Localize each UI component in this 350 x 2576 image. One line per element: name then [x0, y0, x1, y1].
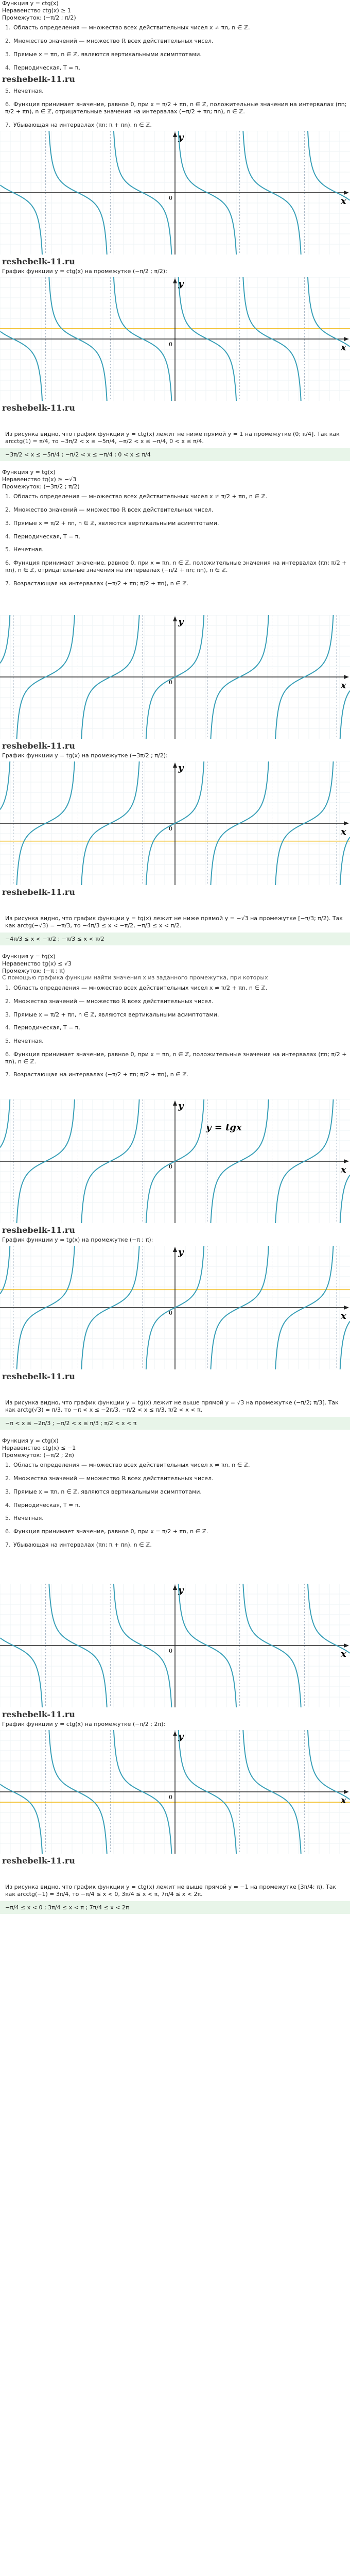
interval: Промежуток: (−3π/2 ; π/2) [2, 483, 80, 490]
step-text: Возрастающая на интервалах (−π/2 + πn; π/2 + πn), n ∈ ℤ. [13, 1071, 188, 1078]
step-text: Прямые x = π/2 + πn, n ∈ ℤ, являются вертикальными асимптотами. [13, 519, 219, 527]
y-axis-arrow [173, 1100, 177, 1106]
x-axis-arrow [344, 1643, 349, 1648]
step-text: Функция принимает значение, равное 0, при x = πn, n ∈ ℤ, положительные значения на интервалах (πn; π/2 + πn), n ∈ ℤ, отрицательные значения на интервалах (−π/2 + πn; πn), n ∈ ℤ. [5, 560, 347, 573]
function-curve [0, 1099, 11, 1147]
step-text: Нечетная. [13, 88, 44, 95]
function-curve [339, 837, 350, 885]
figure-1 [0, 129, 350, 267]
section-3-conclusion [0, 1396, 350, 1430]
y-axis-label: y [178, 1100, 184, 1111]
watermark: reshebelk-11.ru [2, 74, 75, 84]
function-curve [339, 1175, 350, 1223]
x-axis-label: x [341, 680, 346, 691]
function-label: y = tgx [206, 1122, 242, 1133]
origin-label: 0 [169, 1163, 172, 1170]
function-curve [0, 1246, 11, 1294]
section-2-conclusion [0, 912, 350, 945]
step-text: Убывающая на интервалах (πn; π + πn), n ∈ ℤ. [13, 121, 152, 128]
watermark: reshebelk-11.ru [2, 257, 75, 266]
function-title: Функция y = ctg(x) [2, 0, 59, 7]
watermark: reshebelk-11.ru [2, 1855, 75, 1866]
watermark: reshebelk-11.ru [2, 402, 75, 413]
step-text: Прямые x = πn, n ∈ ℤ, являются вертикальными асимптотами. [13, 50, 202, 58]
tg-graph [0, 615, 350, 739]
ctg-graph-line [0, 1730, 350, 1854]
conclusion: Из рисунка видно, что график функции y = ctg(x) лежит не выше прямой y = −1 на промежутке [3π/4; π). Так как arcctg(−1) = 3π/4, то −π/4 ≤ x < 0, 3π/4 ≤ x < π, 7π/4 ≤ x < 2π. [5, 1884, 337, 1897]
figure-5 [0, 1097, 350, 1235]
x-axis-arrow [344, 337, 349, 341]
graph-caption: График функции y = tg(x) на промежутке (−π ; π): [2, 1236, 153, 1243]
figure-2 [0, 268, 350, 413]
figure-4 [0, 752, 350, 897]
section-3: Функция y = tg(x) Неравенство tg(x) ≤ √3 Промежуток: (−π ; π) С помощью графика функции найти значения x из заданного промежутка, при которых 1. Область определения — множество всех действительных чисел x ≠ π/2 + πn, n ∈ ℤ. 2. Множество значений — множество ℝ всех действительных чисел. 3. Прямые x = π/2 + πn, n ∈ ℤ, являются вертикальными асимптотами. 4. Периодическая, T = π. 5. Нечетная. 6. Функция принимает значение, равное 0, при x = πn, n ∈ ℤ, положительные значения на интервалах (πn; π/2 + πn), n ∈ ℤ. 7. Возрастающая на интервалах (−π/2 + πn; π/2 + πn), n ∈ ℤ. [0, 953, 350, 1081]
step-text: Область определения — множество всех действительных чисел x ≠ π/2 + πn, n ∈ ℤ. [13, 493, 268, 500]
step-text: Нечетная. [13, 1515, 44, 1522]
x-axis-label: x [341, 826, 346, 837]
step-text: Множество значений — множество ℝ всех действительных чисел. [13, 38, 214, 44]
step-text: Нечетная. [13, 1038, 44, 1044]
step-text: Прямые x = πn, n ∈ ℤ, являются вертикальными асимптотами. [13, 1488, 202, 1495]
step-text: Убывающая на интервалах (πn; π + πn), n ∈ ℤ. [13, 1541, 152, 1548]
section-1-conclusion [0, 428, 350, 461]
origin-label: 0 [169, 195, 172, 201]
y-axis-arrow [173, 278, 177, 283]
tg-graph-line [0, 761, 350, 885]
answer: −4π/3 ≤ x < −π/2 ; −π/3 ≤ x < π/2 [0, 933, 350, 946]
x-axis-label: x [341, 1649, 346, 1659]
step-text: Множество значений — множество ℝ всех действительных чисел. [13, 506, 214, 513]
function-curve [0, 761, 11, 809]
step-text: Область определения — множество всех действительных чисел x ≠ πn, n ∈ ℤ. [13, 1462, 250, 1469]
step-text: Функция принимает значение, равное 0, при x = π/2 + πn, n ∈ ℤ. [13, 1528, 208, 1535]
y-axis-label: y [178, 1731, 184, 1742]
graph-caption: График функции y = ctg(x) на промежутке (−π/2 ; 2π): [2, 1721, 166, 1727]
y-axis-arrow [173, 1247, 177, 1252]
step-text: Прямые x = π/2 + πn, n ∈ ℤ, являются вертикальными асимптотами. [13, 1011, 219, 1018]
x-axis-label: x [341, 1794, 346, 1806]
y-axis-label: y [178, 616, 184, 627]
y-axis-arrow [173, 1731, 177, 1736]
origin-label: 0 [169, 1793, 172, 1801]
inequality: Неравенство ctg(x) ≥ 1 [2, 7, 72, 14]
y-axis-label: y [178, 762, 184, 773]
step-text: Множество значений — множество ℝ всех действительных чисел. [13, 997, 214, 1005]
step-text: Функция принимает значение, равное 0, при x = πn, n ∈ ℤ, положительные значения на интервалах (πn; π/2 + πn), n ∈ ℤ. [5, 1050, 347, 1065]
x-axis-arrow [344, 821, 349, 825]
function-curve [339, 691, 350, 739]
section-2: Функция y = tg(x) Неравенство tg(x) ≥ −√3 Промежуток: (−3π/2 ; π/2) 1. Область определения — множество всех действительных чисел x ≠ π/2 + πn, n ∈ ℤ. 2. Множество значений — множество ℝ всех действительных чисел. 3. Прямые x = π/2 + πn, n ∈ ℤ, являются вертикальными асимптотами. 4. Периодическая, T = π. 5. Нечетная. 6. Функция принимает значение, равное 0, при x = πn, n ∈ ℤ, положительные значения на интервалах (πn; π/2 + πn), n ∈ ℤ, отрицательные значения на интервалах (−π/2 + πn; πn), n ∈ ℤ. 7. Возрастающая на интервалах (−π/2 + πn; π/2 + πn), n ∈ ℤ. [0, 469, 350, 590]
figure-3 [0, 613, 350, 751]
step-text: Возрастающая на интервалах (−π/2 + πn; π/2 + πn), n ∈ ℤ. [13, 580, 188, 587]
section-4-conclusion [0, 1880, 350, 1914]
origin-label: 0 [169, 825, 172, 832]
figure-6 [0, 1236, 350, 1382]
y-axis-label: y [178, 1585, 184, 1596]
y-axis-arrow [173, 132, 177, 137]
conclusion: Из рисунка видно, что график функции y = tg(x) лежит не выше прямой y = √3 на промежутке (−π/2; π/3]. Так как arctg(√3) = π/3, то −π < x ≤ −2π/3, −π/2 < x ≤ π/3, π/2 < x < π. [5, 1399, 339, 1413]
step-text: Периодическая, T = π. [13, 1501, 81, 1509]
interval: Промежуток: (−π ; π) [2, 967, 65, 974]
function-title: Функция y = ctg(x) [2, 1437, 59, 1444]
inequality: Неравенство tg(x) ≥ −√3 [2, 476, 77, 483]
ctg-graph-line [0, 277, 350, 401]
y-axis-arrow [173, 616, 177, 621]
y-axis-arrow [173, 1585, 177, 1590]
step-text: Периодическая, T = π. [13, 64, 81, 71]
x-axis-label: x [341, 196, 346, 207]
watermark: reshebelk-11.ru [2, 1709, 75, 1719]
graph-caption: График функции y = ctg(x) на промежутке (−π/2 ; π/2): [2, 268, 167, 275]
interval: Промежуток: (−π/2 ; 2π) [2, 1451, 74, 1459]
function-curve [0, 615, 11, 663]
ctg-graph [0, 1584, 350, 1707]
watermark: reshebelk-11.ru [2, 1371, 75, 1381]
graph-caption: График функции y = tg(x) на промежутке (−3π/2 ; π/2): [2, 752, 168, 759]
answer: −3π/2 < x ≤ −5π/4 ; −π/2 < x ≤ −π/4 ; 0 < x ≤ π/4 [0, 448, 350, 462]
origin-label: 0 [169, 1648, 172, 1654]
function-title: Функция y = tg(x) [2, 469, 56, 476]
answer: −π < x ≤ −2π/3 ; −π/2 < x ≤ π/3 ; π/2 < x < π [0, 1417, 350, 1430]
step-text: Область определения — множество всех действительных чисел x ≠ π/2 + πn, n ∈ ℤ. [13, 985, 268, 991]
answer: −π/4 ≤ x < 0 ; 3π/4 ≤ x < π ; 7π/4 ≤ x < 2π [0, 1901, 350, 1914]
x-axis-label: x [341, 1310, 346, 1321]
conclusion: Из рисунка видно, что график функции y = ctg(x) лежит не ниже прямой y = 1 на промежутке (0; π/4]. Так как arcctg(1) = π/4, то −3π/2 < x ≤ −5π/4, −π/2 < x ≤ −π/4, 0 < x ≤ π/4. [5, 431, 340, 445]
x-axis-label: x [341, 342, 346, 353]
inequality: Неравенство tg(x) ≤ √3 [2, 960, 72, 967]
step-text: Нечетная. [13, 546, 44, 553]
x-axis-arrow [344, 1790, 349, 1794]
origin-label: 0 [169, 679, 172, 686]
step-text: Периодическая, T = π. [13, 533, 81, 540]
watermark: reshebelk-11.ru [2, 741, 75, 751]
intro: С помощью графика функции найти значения x из заданного промежутка, при которых [2, 974, 268, 981]
tg-graph-line [0, 1246, 350, 1369]
interval: Промежуток: (−π/2 ; π/2) [2, 14, 76, 21]
figure-7 [0, 1582, 350, 1720]
y-axis-arrow [173, 762, 177, 768]
figure-8 [0, 1721, 350, 1866]
watermark: reshebelk-11.ru [2, 887, 75, 897]
step-text: Периодическая, T = π. [13, 1024, 81, 1031]
origin-label: 0 [169, 1309, 172, 1316]
x-axis-arrow [344, 1159, 349, 1163]
section-1: Функция y = ctg(x) Неравенство ctg(x) ≥ 1 Промежуток: (−π/2 ; π/2) 1. Область определения — множество всех действительных чисел x ≠ πn, n ∈ ℤ. 2. Множество значений — множество ℝ всех действительных чисел. 3. Прямые x = πn, n ∈ ℤ, являются вертикальными асимптотами. 4. Периодическая, T = π. reshebelk-11.ru 5. Нечетная. 6. Функция принимает значение, равное 0, при x = π/2 + πn, n ∈ ℤ, положительные значения на интервалах (πn; π/2 + πn), n ∈ ℤ, отрицательные значения на интервалах (−π/2 + πn; πn), n ∈ ℤ. 7. Убывающая на интервалах (πn; π + πn), n ∈ ℤ. [0, 0, 350, 131]
tg-graph-big [0, 1099, 350, 1223]
x-axis-arrow [344, 675, 349, 679]
function-curve [339, 1321, 350, 1369]
x-axis-arrow [344, 191, 349, 195]
step-text: Множество значений — множество ℝ всех действительных чисел. [13, 1475, 214, 1482]
x-axis-label: x [341, 1164, 346, 1175]
conclusion: Из рисунка видно, что график функции y = tg(x) лежит не ниже прямой y = −√3 на промежутке [−π/3; π/2). Так как arctg(−√3) = −π/3, то −4π/3 ≤ x < −π/2, −π/3 ≤ x < π/2. [5, 915, 343, 929]
y-axis-label: y [178, 132, 184, 143]
watermark: reshebelk-11.ru [2, 1225, 75, 1235]
section-4: Функция y = ctg(x) Неравенство ctg(x) ≤ −1 Промежуток: (−π/2 ; 2π) 1. Область определения — множество всех действительных чисел x ≠ πn, n ∈ ℤ. 2. Множество значений — множество ℝ всех действительных чисел. 3. Прямые x = πn, n ∈ ℤ, являются вертикальными асимптотами. 4. Периодическая, T = π. 5. Нечетная. 6. Функция принимает значение, равное 0, при x = π/2 + πn, n ∈ ℤ. 7. Убывающая на интервалах (πn; π + πn), n ∈ ℤ. [0, 1437, 350, 1552]
inequality: Неравенство ctg(x) ≤ −1 [2, 1444, 76, 1451]
origin-label: 0 [169, 341, 172, 348]
y-axis-label: y [178, 1246, 184, 1258]
x-axis-arrow [344, 1306, 349, 1310]
ctg-graph [0, 131, 350, 255]
step-text: Область определения — множество всех действительных чисел x ≠ πn, n ∈ ℤ. [13, 24, 250, 31]
y-axis-label: y [178, 278, 184, 289]
step-text: Функция принимает значение, равное 0, при x = π/2 + πn, n ∈ ℤ, положительные значения на интервалах (πn; π/2 + πn), n ∈ ℤ, отрицательные значения на интервалах (−π/2 + πn; πn), n ∈ ℤ. [5, 101, 347, 115]
function-title: Функция y = tg(x) [2, 953, 56, 960]
